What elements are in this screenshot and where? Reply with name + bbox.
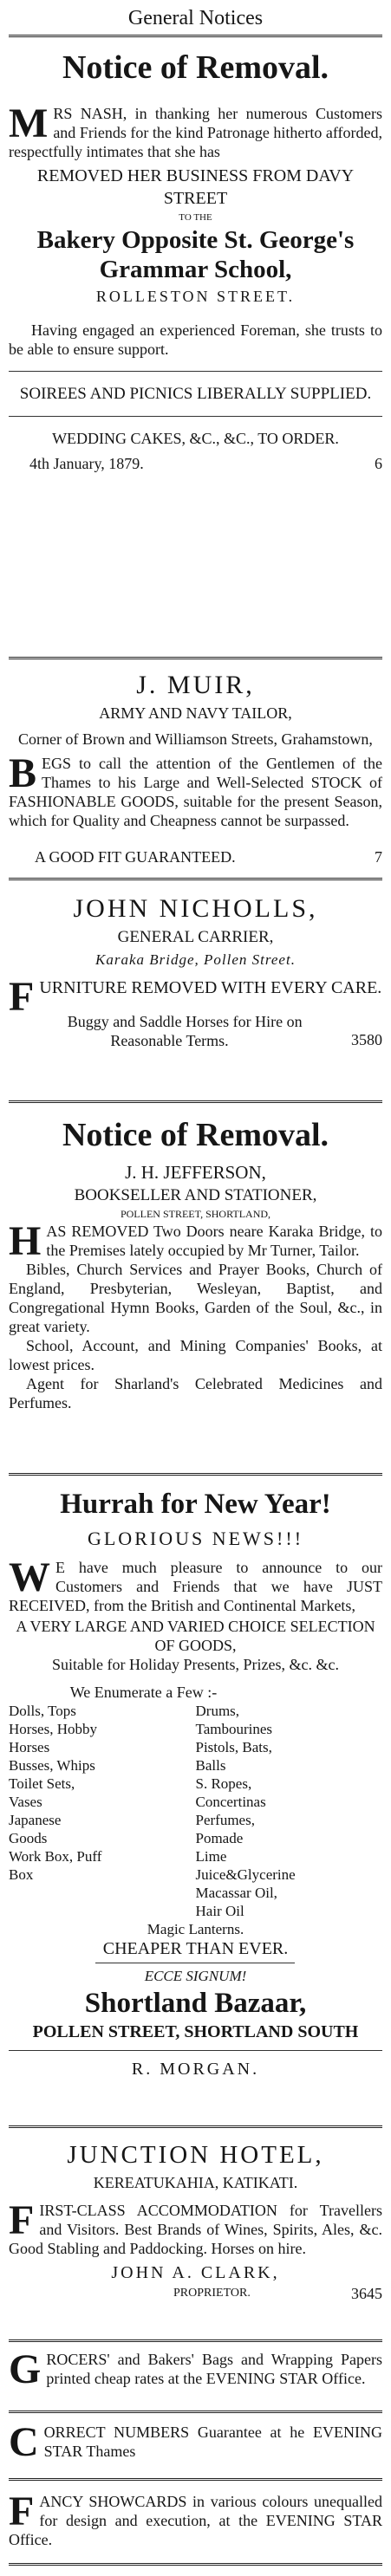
ad-trade: BOOKSELLER AND STATIONER,	[74, 1186, 317, 1204]
foreman-text: Having engaged an experienced Foreman, she trusts to be able to ensure support.	[9, 321, 382, 358]
ad-jefferson	[9, 1116, 382, 1412]
goods-list	[9, 1702, 382, 1920]
suitable-line: Suitable for Holiday Presents, Prizes, &c. &c.	[52, 1656, 339, 1673]
to-the: TO THE	[179, 212, 212, 223]
ad-name: JUNCTION HOTEL,	[67, 2141, 324, 2169]
drop-cap: H	[9, 1218, 42, 1264]
ad-name: J. MUIR,	[136, 671, 255, 699]
ad-trade: GENERAL CARRIER,	[117, 928, 274, 946]
ad-body	[9, 1554, 382, 1615]
owner-line: JOHN A. CLARK,	[111, 2263, 280, 2282]
date: 4th January, 1879.	[29, 455, 144, 472]
wedding-line: WEDDING CAKES, &C., &C., TO ORDER.	[52, 430, 339, 447]
ad-junction-hotel	[9, 2140, 382, 2303]
assort-line: A VERY LARGE AND VARIED CHOICE SELECTION OF GOODS,	[16, 1618, 375, 1654]
drop-cap: W	[9, 1554, 50, 1600]
list-item: Drums, Tambourines	[195, 1703, 273, 1737]
ad-place: KEREATUKAHIA, KATIKATI.	[93, 2174, 298, 2191]
furniture-text: URNITURE REMOVED WITH EVERY CARE.	[39, 978, 382, 997]
goods-right	[196, 1702, 383, 1920]
divider	[9, 371, 382, 372]
fit-line: A GOOD FIT GUARANTEED.	[35, 848, 236, 866]
drop-cap: B	[9, 750, 37, 796]
ad-number: 3645	[351, 2285, 382, 2302]
ad-title: Hurrah for New Year!	[60, 1489, 331, 1520]
drop-cap: F	[9, 2488, 35, 2534]
ad-j-muir	[9, 669, 382, 866]
list-item: Dolls, Tops	[9, 1703, 76, 1719]
ad-address: Karaka Bridge, Pollen Street.	[95, 951, 296, 968]
enumerate-line: We Enumerate a Few :-	[69, 1684, 218, 1701]
divider	[9, 35, 382, 37]
role-row	[9, 2284, 382, 2303]
ad-intro	[9, 101, 382, 161]
list-item: Pistols, Bats, Balls	[195, 1739, 272, 1774]
intro-text: RS NASH, in thanking her numerous Customers and Friends for the kind Patronage hitherto afforded, respectfully intimates that she has	[9, 105, 382, 160]
body-text: AS REMOVED Two Doors neare Karaka Bridge, to the Premises lately occupied by Mr Turner, Tailor.	[46, 1223, 382, 1259]
list-item: Toilet Sets, Vases	[9, 1775, 75, 1810]
body-text: IRST-CLASS ACCOMMODATION for Travellers and Visitors. Best Brands of Wines, Spirits, Ales, &c. Good Stabling and Paddocking. Horses on hire.	[9, 2202, 382, 2257]
bibles-text: Bibles, Church Services and Prayer Books, Church of England, Presbyterian, Wesleyan, Baptist, and Congregational Hymn Books, Garden of the Soul, &c., in great variety.	[9, 1261, 382, 1335]
divider	[9, 2339, 382, 2342]
ad-address: Corner of Brown and Williamson Streets, Grahamstown,	[18, 730, 373, 748]
ad-mrs-nash	[9, 49, 382, 473]
magic-line: Magic Lanterns.	[147, 1921, 244, 1937]
news-line: GLORIOUS NEWS!!!	[87, 1528, 304, 1549]
divider	[9, 2478, 382, 2481]
ad-name: J. H. JEFFERSON,	[125, 1162, 266, 1183]
ad-number: 7	[375, 848, 382, 866]
body-text: ORRECT NUMBERS Guarantee at he EVENING STAR Thames	[43, 2424, 382, 2460]
divider	[9, 657, 382, 659]
ad-title: Notice of Removal.	[62, 1117, 329, 1153]
street-line: POLLEN STREET, SHORTLAND SOUTH	[32, 2022, 359, 2041]
list-item: Busses, Whips	[9, 1757, 95, 1774]
list-item: Lime Juice&Glycerine	[195, 1848, 296, 1883]
divider	[9, 2411, 382, 2413]
body-text: ROCERS' and Bakers' Bags and Wrapping Papers printed cheap rates at the EVENING STAR Office.	[46, 2351, 382, 2387]
cheaper-line: CHEAPER THAN EVER.	[102, 1939, 289, 1958]
role-line: PROPRIETOR.	[173, 2287, 251, 2300]
ecce-line: ECCE SIGNUM!	[144, 1968, 247, 1984]
agent-text: Agent for Sharland's Celebrated Medicines and Perfumes.	[9, 1375, 382, 1411]
drop-cap: F	[9, 2197, 35, 2243]
bazaar-line: Shortland Bazaar,	[84, 1988, 307, 2019]
section-header	[9, 5, 382, 31]
ad-shortland-bazaar	[9, 1487, 382, 2080]
list-item: Work Box, Puff Box	[9, 1848, 102, 1883]
body-text: E have much pleasure to announce to our Customers and Friends that we have JUST RECEIVED, from the British and Continental Markets,	[9, 1559, 382, 1614]
ad-name: JOHN NICHOLLS,	[73, 894, 318, 923]
furniture-line	[9, 974, 382, 1020]
divider	[9, 878, 382, 880]
drop-cap: G	[9, 2346, 42, 2392]
bakery-line: Bakery Opposite St. George's Grammar School,	[36, 226, 355, 283]
goods-left	[9, 1702, 196, 1920]
removed-line: REMOVED HER BUSINESS FROM DAVY STREET	[36, 166, 355, 208]
owner-line: R. MORGAN.	[131, 2060, 260, 2079]
buggy-line: Buggy and Saddle Horses for Hire on Reasonable Terms.	[67, 1013, 303, 1049]
ad-trade: ARMY AND NAVY TAILOR,	[99, 704, 292, 722]
date-row	[9, 454, 382, 473]
divider	[9, 1100, 382, 1103]
list-item: Perfumes, Pomade	[195, 1812, 255, 1846]
ad-title: Notice of Removal.	[62, 49, 329, 86]
ad-fancy-showcards	[9, 2488, 382, 2549]
soirees-line: SOIREES AND PICNICS LIBERALLY SUPPLIED.	[19, 385, 372, 403]
school-text: School, Account, and Mining Companies' Books, at lowest prices.	[9, 1337, 382, 1373]
divider	[9, 1473, 382, 1476]
list-item: Macassar Oil, Hair Oil	[195, 1885, 277, 1919]
divider	[9, 416, 382, 417]
street-line: ROLLESTON STREET.	[95, 288, 296, 305]
ad-address: POLLEN STREET, SHORTLAND,	[120, 1208, 271, 1220]
section-title: General Notices	[127, 7, 264, 29]
list-item: Japanese Goods	[9, 1812, 62, 1846]
ad-grocers-bags	[9, 2346, 382, 2392]
list-item: S. Ropes, Concertinas	[195, 1775, 266, 1810]
ad-correct-numbers	[9, 2419, 382, 2465]
ad-number: 3580	[351, 1031, 382, 1048]
drop-cap: C	[9, 2419, 39, 2465]
drop-cap: M	[9, 101, 49, 146]
drop-cap: F	[9, 974, 35, 1020]
body-text: EGS to call the attention of the Gentlemen of the Thames to his Large and Well-Selected STOCK of FASHIONABLE GOODS, suitable for the present Season, which for Quality and Cheapness cannot be surpassed.	[9, 755, 382, 829]
divider	[9, 2125, 382, 2128]
divider	[9, 2050, 382, 2051]
divider	[9, 2563, 382, 2566]
ad-john-nicholls	[9, 892, 382, 1048]
ad-number: 6	[375, 455, 382, 472]
fit-row	[9, 847, 382, 866]
ad-body	[9, 1218, 382, 1264]
list-item: Horses, Hobby Horses	[9, 1721, 97, 1755]
ad-body	[9, 2197, 382, 2258]
body-text: ANCY SHOWCARDS in various colours unequalled for design and execution, at the EVENING STAR Office.	[9, 2493, 382, 2548]
ad-body	[9, 750, 382, 830]
